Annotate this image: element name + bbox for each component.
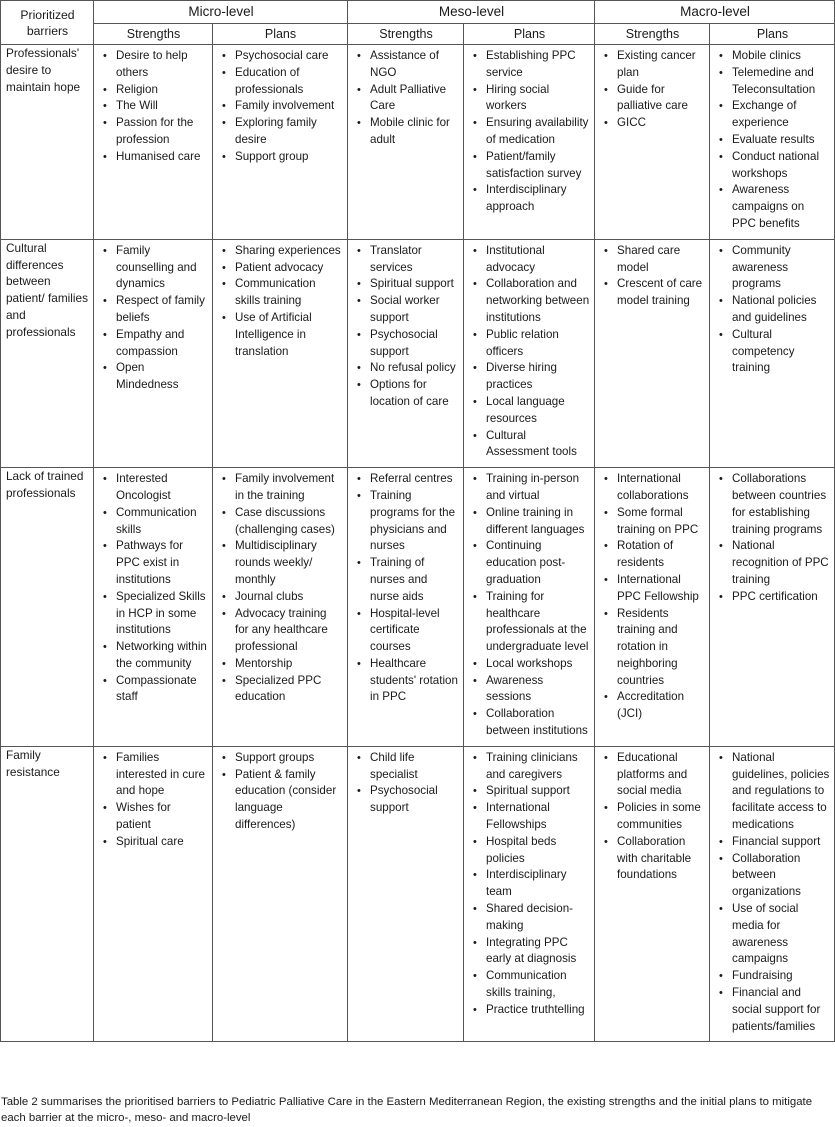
- list-item: • Collaboration between organizations: [732, 851, 830, 901]
- list-item: • Support group: [235, 149, 343, 166]
- list-item: • International Fellowships: [486, 800, 590, 834]
- list-item: • Journal clubs: [235, 589, 343, 606]
- meso-plans-cell: [464, 239, 595, 467]
- list-item: • Local language resources: [486, 394, 590, 428]
- bullet-list: [715, 240, 830, 383]
- list-item: • Training of nurses and nurse aids: [370, 555, 459, 605]
- bullet-list: [469, 747, 590, 1025]
- list-item: • Communication skills training,: [486, 968, 590, 1002]
- list-item: • Mobile clinic for adult: [370, 115, 459, 149]
- list-item: • Community awareness programs: [732, 243, 830, 293]
- list-item: • National recognition of PPC training: [732, 538, 830, 588]
- list-item: • Exchange of experience: [732, 98, 830, 132]
- table-row: [1, 45, 835, 240]
- bullet-list: [353, 468, 459, 712]
- micro-strengths-cell: [94, 45, 213, 240]
- list-item: • Assistance of NGO: [370, 48, 459, 82]
- list-item: • Patient & family education (consider language differences): [235, 767, 343, 834]
- list-item: • Mentorship: [235, 656, 343, 673]
- header-macro-strengths: Strengths: [595, 24, 710, 45]
- list-item: • Interdisciplinary team: [486, 867, 590, 901]
- list-item: • Crescent of care model training: [617, 276, 705, 310]
- list-item: • Open Mindedness: [116, 360, 208, 394]
- list-item: • Humanised care: [116, 149, 208, 166]
- list-item: • Ensuring availability of medication: [486, 115, 590, 149]
- list-item: • Networking within the community: [116, 639, 208, 673]
- list-item: • Conduct national workshops: [732, 149, 830, 183]
- header-meso-strengths: Strengths: [348, 24, 464, 45]
- bullet-list: [469, 468, 590, 746]
- list-item: • Patient/family satisfaction survey: [486, 149, 590, 183]
- list-item: • Family involvement in the training: [235, 471, 343, 505]
- list-item: • Policies in some communities: [617, 800, 705, 834]
- bullet-list: [353, 45, 459, 155]
- macro-strengths-cell: [595, 468, 710, 747]
- list-item: • Cultural competency training: [732, 327, 830, 377]
- list-item: • Interested Oncologist: [116, 471, 208, 505]
- meso-strengths-cell: [348, 239, 464, 467]
- bullet-list: [218, 468, 343, 712]
- list-item: • Financial and social support for patients/families: [732, 985, 830, 1035]
- list-item: • Use of Artificial Intelligence in translation: [235, 310, 343, 360]
- meso-plans-cell: [464, 45, 595, 240]
- list-item: • Collaboration between institutions: [486, 706, 590, 740]
- bullet-list: [715, 747, 830, 1042]
- list-item: • Hospital-level certificate courses: [370, 606, 459, 656]
- list-item: • Interdisciplinary approach: [486, 182, 590, 216]
- list-item: • Telemedine and Teleconsultation: [732, 65, 830, 99]
- list-item: • Mobile clinics: [732, 48, 830, 65]
- bullet-list: [99, 468, 208, 712]
- list-item: • Training for healthcare professionals at the undergraduate level: [486, 589, 590, 656]
- list-item: • Empathy and compassion: [116, 327, 208, 361]
- list-item: • Financial support: [732, 834, 830, 851]
- list-item: • Awareness campaigns on PPC benefits: [732, 182, 830, 232]
- list-item: • Accreditation (JCI): [617, 689, 705, 723]
- header-prioritized-barriers: Prioritized barriers: [1, 1, 94, 45]
- list-item: • Integrating PPC early at diagnosis: [486, 935, 590, 969]
- list-item: • No refusal policy: [370, 360, 459, 377]
- meso-strengths-cell: [348, 45, 464, 240]
- table-row: [1, 239, 835, 467]
- bullet-list: [600, 240, 705, 316]
- list-item: • Practice truthtelling: [486, 1002, 590, 1019]
- bullet-list: [99, 747, 208, 857]
- barrier-label: Professionals' desire to maintain hope: [1, 45, 94, 240]
- meso-plans-cell: [464, 746, 595, 1042]
- bullet-list: [218, 45, 343, 172]
- list-item: • Hospital beds policies: [486, 834, 590, 868]
- table-body: [1, 45, 835, 1042]
- list-item: • Exploring family desire: [235, 115, 343, 149]
- list-item: • Options for location of care: [370, 377, 459, 411]
- list-item: • Evaluate results: [732, 132, 830, 149]
- macro-strengths-cell: [595, 746, 710, 1042]
- header-macro-level: Macro-level: [595, 1, 835, 24]
- micro-strengths-cell: [94, 746, 213, 1042]
- table-caption: Table 2 summarises the prioritised barriers to Pediatric Palliative Care in the Eastern Mediterranean Region, the existing strengths and the initial plans to mitigate each barrier at the micro-, meso- and macro-level: [1, 1096, 813, 1125]
- list-item: • Collaboration with charitable foundations: [617, 834, 705, 884]
- list-item: • Hiring social workers: [486, 82, 590, 116]
- bullet-list: [715, 45, 830, 239]
- list-item: • Public relation officers: [486, 327, 590, 361]
- list-item: • Spiritual care: [116, 834, 208, 851]
- meso-strengths-cell: [348, 468, 464, 747]
- header-micro-level: Micro-level: [94, 1, 348, 24]
- list-item: • Desire to help others: [116, 48, 208, 82]
- list-item: • Rotation of residents: [617, 538, 705, 572]
- list-item: • Specialized Skills in HCP in some institutions: [116, 589, 208, 639]
- list-item: • The Will: [116, 98, 208, 115]
- header-macro-plans: Plans: [710, 24, 835, 45]
- list-item: • Psychosocial care: [235, 48, 343, 65]
- bullet-list: [218, 747, 343, 840]
- list-item: • Training programs for the physicians and nurses: [370, 488, 459, 555]
- list-item: • Local workshops: [486, 656, 590, 673]
- header-micro-plans: Plans: [213, 24, 348, 45]
- list-item: • Shared care model: [617, 243, 705, 277]
- list-item: • Support groups: [235, 750, 343, 767]
- header-meso-plans: Plans: [464, 24, 595, 45]
- list-item: • Child life specialist: [370, 750, 459, 784]
- list-item: • Pathways for PPC exist in institutions: [116, 538, 208, 588]
- list-item: • National policies and guidelines: [732, 293, 830, 327]
- barrier-label: Family resistance: [1, 746, 94, 1042]
- macro-plans-cell: [710, 468, 835, 747]
- list-item: • Guide for palliative care: [617, 82, 705, 116]
- macro-plans-cell: [710, 45, 835, 240]
- list-item: • Continuing education post-graduation: [486, 538, 590, 588]
- micro-plans-cell: [213, 239, 348, 467]
- list-item: • Psychosocial support: [370, 783, 459, 817]
- list-item: • Educational platforms and social media: [617, 750, 705, 800]
- bullet-list: [99, 45, 208, 172]
- list-item: • GICC: [617, 115, 705, 132]
- list-item: • Education of professionals: [235, 65, 343, 99]
- micro-strengths-cell: [94, 468, 213, 747]
- list-item: • Adult Palliative Care: [370, 82, 459, 116]
- list-item: • International PPC Fellowship: [617, 572, 705, 606]
- table-row: [1, 468, 835, 747]
- list-item: • Sharing experiences: [235, 243, 343, 260]
- list-item: • Shared decision-making: [486, 901, 590, 935]
- list-item: • Establishing PPC service: [486, 48, 590, 82]
- list-item: • Religion: [116, 82, 208, 99]
- list-item: • Passion for the profession: [116, 115, 208, 149]
- barrier-label: Cultural differences between patient/ families and professionals: [1, 239, 94, 467]
- meso-plans-cell: [464, 468, 595, 747]
- header-meso-level: Meso-level: [348, 1, 595, 24]
- header-micro-strengths: Strengths: [94, 24, 213, 45]
- table-row: [1, 746, 835, 1042]
- list-item: • Training clinicians and caregivers: [486, 750, 590, 784]
- list-item: • Some formal training on PPC: [617, 505, 705, 539]
- barrier-label: Lack of trained professionals: [1, 468, 94, 747]
- list-item: • Cultural Assessment tools: [486, 428, 590, 462]
- bullet-list: [353, 747, 459, 823]
- list-item: • Spiritual support: [486, 783, 590, 800]
- micro-plans-cell: [213, 468, 348, 747]
- bullet-list: [715, 468, 830, 611]
- list-item: • Referral centres: [370, 471, 459, 488]
- bullet-list: [353, 240, 459, 417]
- list-item: • National guidelines, policies and regulations to facilitate access to medications: [732, 750, 830, 834]
- list-item: • Case discussions (challenging cases): [235, 505, 343, 539]
- macro-strengths-cell: [595, 45, 710, 240]
- list-item: • Multidisciplinary rounds weekly/ monthly: [235, 538, 343, 588]
- list-item: • Institutional advocacy: [486, 243, 590, 277]
- list-item: • Specialized PPC education: [235, 673, 343, 707]
- bullet-list: [600, 747, 705, 890]
- bullet-list: [469, 45, 590, 222]
- micro-plans-cell: [213, 45, 348, 240]
- macro-plans-cell: [710, 746, 835, 1042]
- list-item: • Use of social media for awareness campaigns: [732, 901, 830, 968]
- list-item: • Collaborations between countries for establishing training programs: [732, 471, 830, 538]
- macro-plans-cell: [710, 239, 835, 467]
- list-item: • Social worker support: [370, 293, 459, 327]
- list-item: • Advocacy training for any healthcare professional: [235, 606, 343, 656]
- list-item: • International collaborations: [617, 471, 705, 505]
- list-item: • Online training in different languages: [486, 505, 590, 539]
- list-item: • Residents training and rotation in neighboring countries: [617, 606, 705, 690]
- list-item: • Diverse hiring practices: [486, 360, 590, 394]
- micro-strengths-cell: [94, 239, 213, 467]
- macro-strengths-cell: [595, 239, 710, 467]
- micro-plans-cell: [213, 746, 348, 1042]
- list-item: • Families interested in cure and hope: [116, 750, 208, 800]
- list-item: • Respect of family beliefs: [116, 293, 208, 327]
- list-item: • Existing cancer plan: [617, 48, 705, 82]
- bullet-list: [218, 240, 343, 367]
- list-item: • Awareness sessions: [486, 673, 590, 707]
- meso-strengths-cell: [348, 746, 464, 1042]
- list-item: • Wishes for patient: [116, 800, 208, 834]
- bullet-list: [469, 240, 590, 467]
- bullet-list: [99, 240, 208, 400]
- list-item: • Translator services: [370, 243, 459, 277]
- list-item: • Family involvement: [235, 98, 343, 115]
- list-item: • Collaboration and networking between institutions: [486, 276, 590, 326]
- list-item: • Patient advocacy: [235, 260, 343, 277]
- list-item: • Family counselling and dynamics: [116, 243, 208, 293]
- list-item: • Fundraising: [732, 968, 830, 985]
- list-item: • PPC certification: [732, 589, 830, 606]
- list-item: • Training in-person and virtual: [486, 471, 590, 505]
- list-item: • Communication skills: [116, 505, 208, 539]
- list-item: • Psychosocial support: [370, 327, 459, 361]
- bullet-list: [600, 45, 705, 138]
- list-item: • Spiritual support: [370, 276, 459, 293]
- list-item: • Communication skills training: [235, 276, 343, 310]
- list-item: • Compassionate staff: [116, 673, 208, 707]
- bullet-list: [600, 468, 705, 729]
- list-item: • Healthcare students' rotation in PPC: [370, 656, 459, 706]
